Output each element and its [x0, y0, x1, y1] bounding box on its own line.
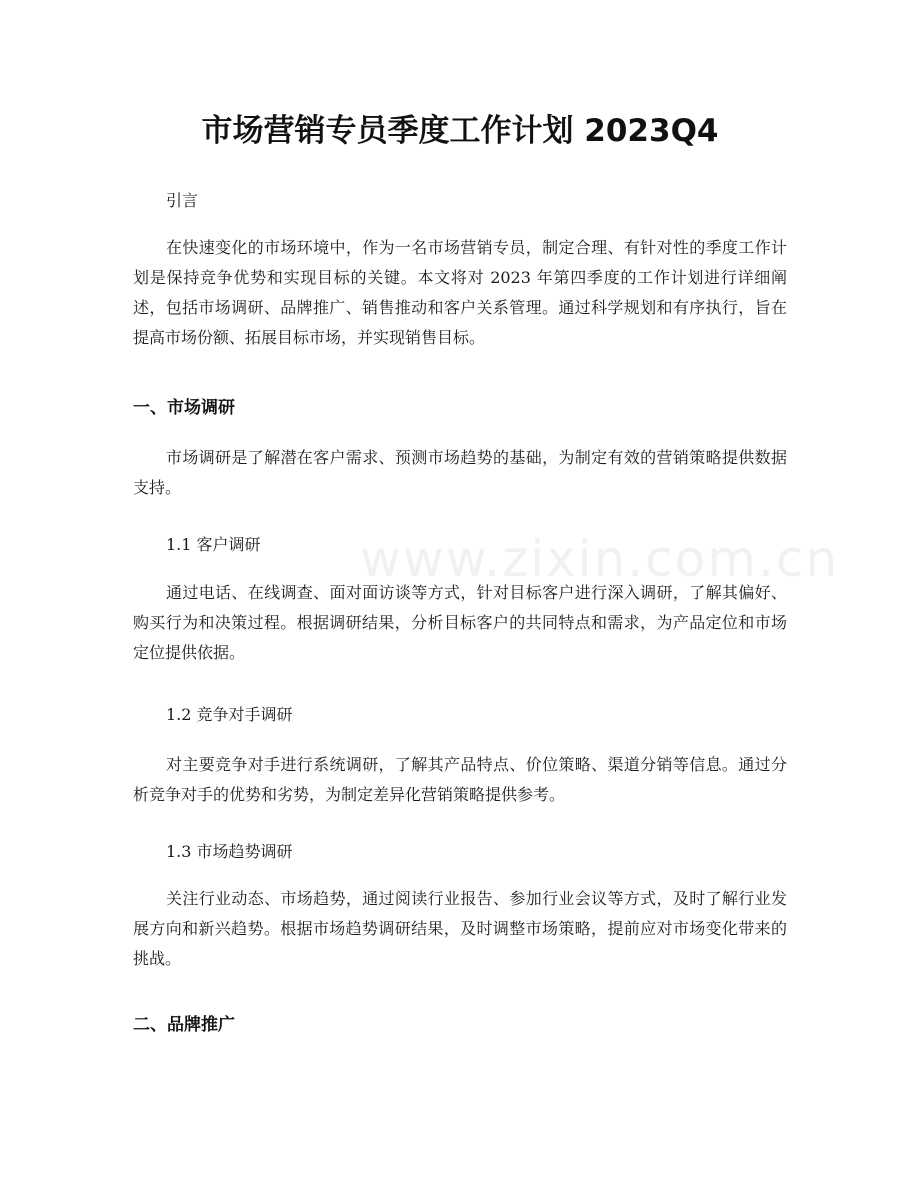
subsection-1-2-paragraph: 对主要竞争对手进行系统调研，了解其产品特点、价位策略、渠道分销等信息。通过分析竞争对手的优势和劣势，为制定差异化营销策略提供参考。	[133, 755, 787, 804]
subsection-1-1-paragraph: 通过电话、在线调查、面对面访谈等方式，针对目标客户进行深入调研，了解其偏好、购买行为和决策过程。根据调研结果，分析目标客户的共同特点和需求，为产品定位和市场定位提供依据。	[133, 583, 787, 662]
subsection-1-3-paragraph: 关注行业动态、市场趋势，通过阅读行业报告、参加行业会议等方式，及时了解行业发展方向和新兴趋势。根据市场趋势调研结果，及时调整市场策略，提前应对市场变化带来的挑战。	[133, 889, 787, 968]
section-1-paragraph: 市场调研是了解潜在客户需求、预测市场趋势的基础，为制定有效的营销策略提供数据支持。	[133, 448, 787, 497]
watermark: www.zixin.com.cn	[360, 530, 840, 588]
intro-heading: 引言	[166, 191, 199, 210]
subsection-1-1-heading: 1.1 客户调研	[166, 535, 261, 554]
section-1-heading: 一、市场调研	[133, 398, 235, 418]
document-title: 市场营销专员季度工作计划 2023Q4	[201, 113, 719, 149]
section-2-heading: 二、品牌推广	[133, 1015, 235, 1035]
subsection-1-3-heading: 1.3 市场趋势调研	[166, 842, 293, 861]
intro-paragraph: 在快速变化的市场环境中，作为一名市场营销专员，制定合理、有针对性的季度工作计划是保持竞争优势和实现目标的关键。本文将对 2023 年第四季度的工作计划进行详细阐述，包括市场调研、品牌推广、销售推动和客户关系管理。通过科学规划和有序执行，旨在提高市场份额、拓展目标市场，并实现销售目标。	[133, 238, 787, 347]
subsection-1-2-heading: 1.2 竞争对手调研	[166, 705, 293, 724]
